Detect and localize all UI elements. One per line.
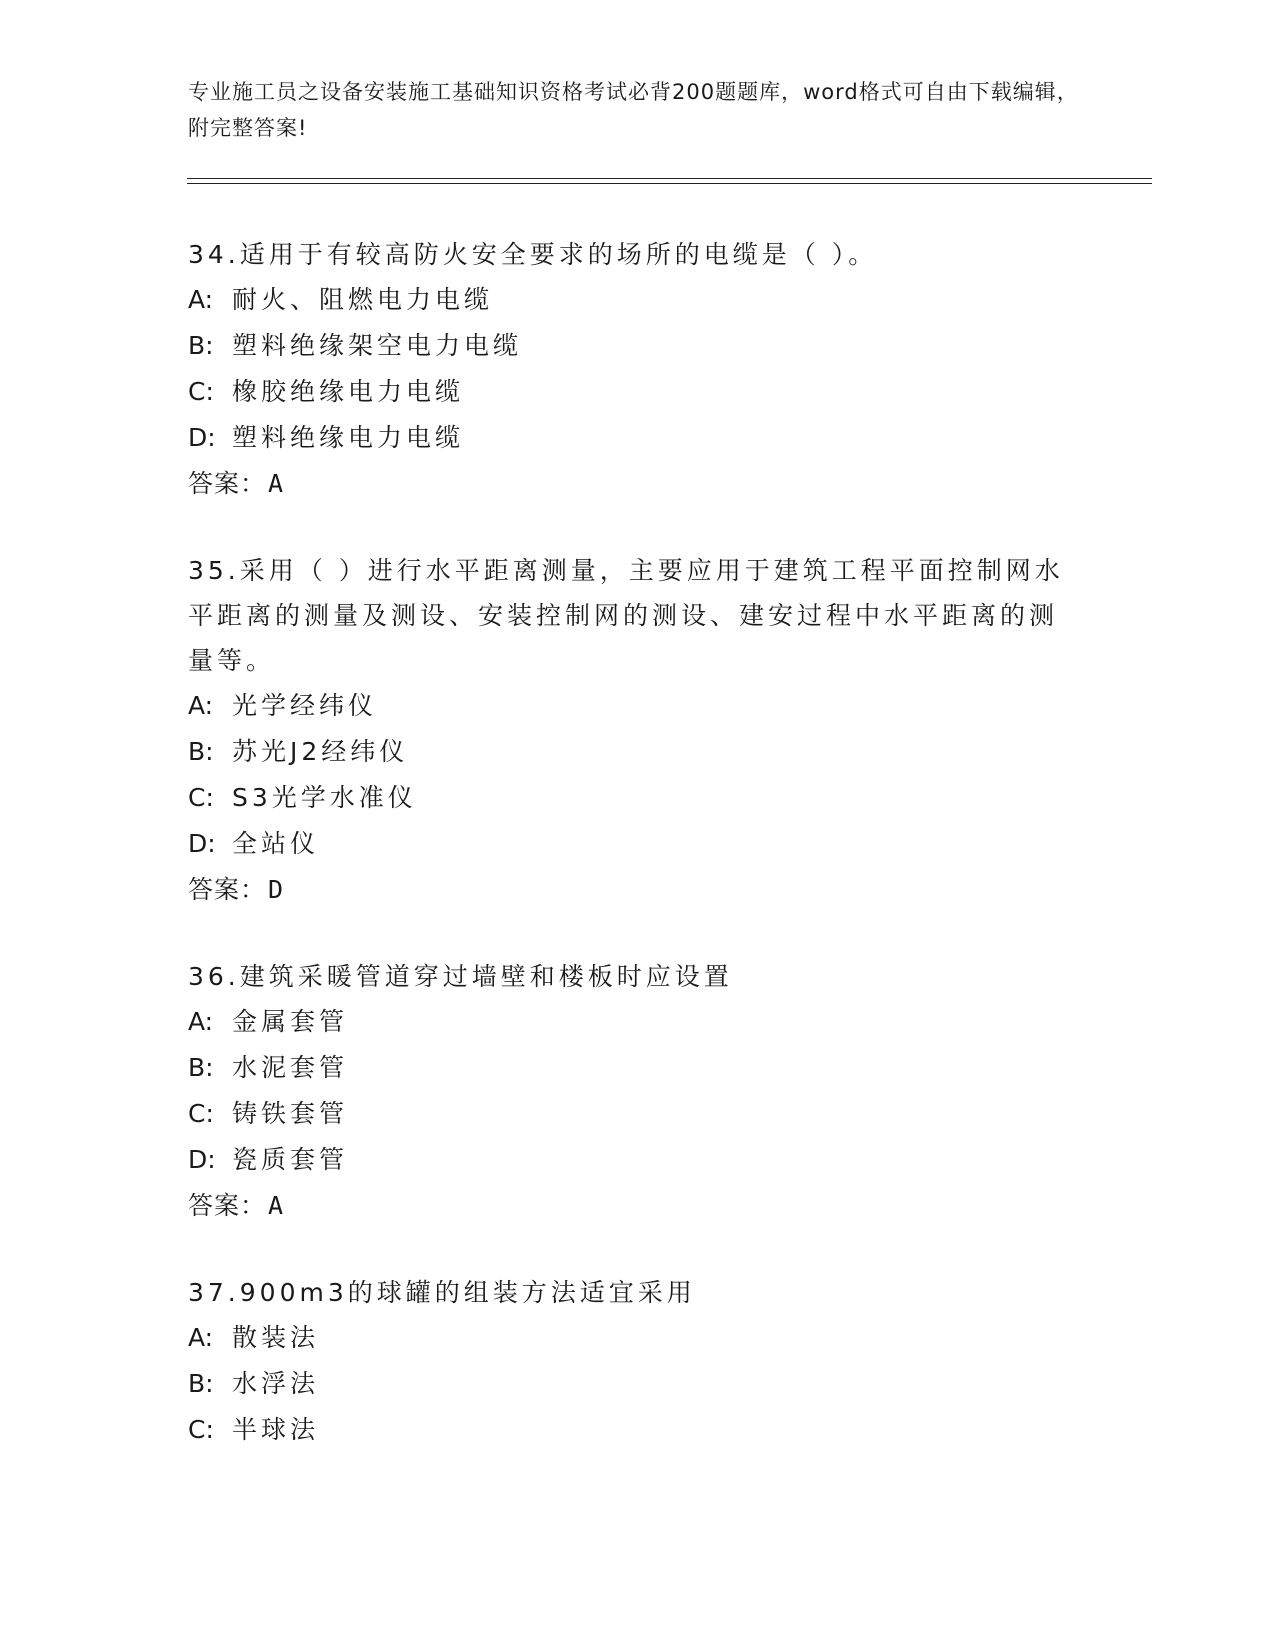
option-c	[188, 369, 1068, 415]
option-a	[188, 999, 1068, 1045]
question-stem: 37.900m3的球罐的组装方法适宜采用	[188, 1278, 696, 1307]
option-b	[188, 1045, 1068, 1091]
option-a	[188, 277, 1068, 323]
option-b	[188, 729, 1068, 775]
option-c	[188, 1091, 1068, 1137]
option-a	[188, 1315, 1068, 1361]
option-key: A:	[188, 1323, 214, 1352]
option-text: S3光学水准仪	[232, 783, 417, 812]
question-stem: 36.建筑采暖管道穿过墙壁和楼板时应设置	[188, 962, 733, 991]
question-stem: 35.采用（ ）进行水平距离测量，主要应用于建筑工程平面控制网水平距离的测量及测设、安装控制网的测设、建安过程中水平距离的测量等。	[188, 556, 1064, 675]
option-text: 水泥套管	[232, 1053, 349, 1082]
option-key: A:	[188, 285, 214, 314]
option-key: A:	[188, 1007, 214, 1036]
answer-line	[188, 867, 1068, 913]
answer-label: 答案：	[188, 1191, 267, 1220]
option-key: C:	[188, 377, 214, 406]
option-key: A:	[188, 691, 214, 720]
answer-line	[188, 461, 1068, 507]
question-36	[188, 954, 1068, 1229]
option-c	[188, 1407, 1068, 1453]
answer-value: A	[268, 469, 285, 498]
question-34	[188, 232, 1068, 507]
option-key: D:	[188, 423, 216, 452]
option-key: C:	[188, 1415, 214, 1444]
option-d	[188, 821, 1068, 867]
option-text: 全站仪	[232, 829, 320, 858]
option-key: D:	[188, 1145, 216, 1174]
header-divider-top	[187, 178, 1152, 179]
option-key: C:	[188, 783, 214, 812]
option-a	[188, 683, 1068, 729]
option-d	[188, 1137, 1068, 1183]
option-b	[188, 1361, 1068, 1407]
option-key: B:	[188, 1053, 214, 1082]
option-b	[188, 323, 1068, 369]
option-text: 耐火、阻燃电力电缆	[232, 285, 494, 314]
option-text: 铸铁套管	[232, 1099, 349, 1128]
answer-label: 答案：	[188, 469, 267, 498]
option-d	[188, 415, 1068, 461]
option-text: 苏光J2经纬仪	[232, 737, 409, 766]
header-divider-bottom	[187, 183, 1152, 184]
option-text: 光学经纬仪	[232, 691, 378, 720]
question-35	[188, 548, 1068, 913]
option-text: 水浮法	[232, 1369, 320, 1398]
option-key: B:	[188, 1369, 214, 1398]
option-key: C:	[188, 1099, 214, 1128]
question-37	[188, 1270, 1068, 1453]
option-text: 金属套管	[232, 1007, 349, 1036]
answer-label: 答案：	[188, 875, 267, 904]
question-stem: 34.适用于有较高防火安全要求的场所的电缆是（ ）。	[188, 240, 878, 269]
option-key: B:	[188, 737, 214, 766]
option-key: B:	[188, 331, 214, 360]
question-list	[188, 232, 1068, 1494]
answer-line	[188, 1183, 1068, 1229]
answer-value: A	[268, 1191, 285, 1220]
answer-value: D	[268, 875, 285, 904]
option-text: 塑料绝缘电力电缆	[232, 423, 465, 452]
option-text: 瓷质套管	[232, 1145, 349, 1174]
option-key: D:	[188, 829, 216, 858]
document-header: 专业施工员之设备安装施工基础知识资格考试必背200题题库，word格式可自由下载编辑，附完整答案!	[188, 80, 1079, 140]
option-text: 塑料绝缘架空电力电缆	[232, 331, 523, 360]
option-text: 半球法	[232, 1415, 320, 1444]
option-c	[188, 775, 1068, 821]
option-text: 散装法	[232, 1323, 320, 1352]
option-text: 橡胶绝缘电力电缆	[232, 377, 465, 406]
